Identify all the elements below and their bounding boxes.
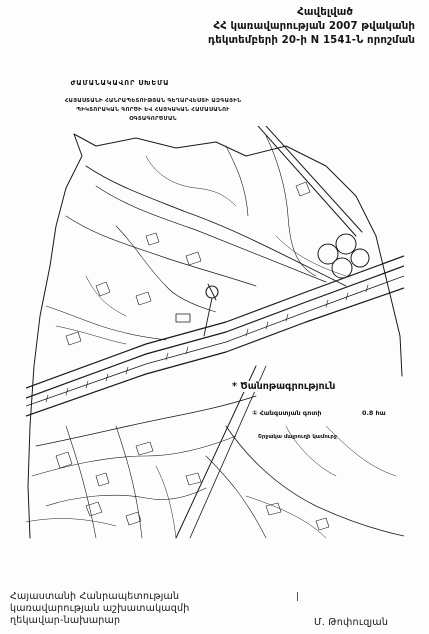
scheme-description-line: ՊԻԿՏՈՐԱԿԱՆ ԳՈՐԾԻ ԵՎ ՀԱՅԿԱԿԱՆ ՀԱՄԱՍԱՆՈՒ <box>76 107 230 113</box>
signatory-name: Մ. Թոփուզյան <box>314 617 389 628</box>
legend-heading <box>230 381 337 392</box>
map-street <box>66 216 256 286</box>
map-street <box>66 426 96 538</box>
legend-item-label: ① Հանգստյան գոտի <box>252 409 322 417</box>
signature-mark: | <box>296 592 300 602</box>
scheme-description <box>24 97 282 124</box>
map-street <box>26 519 116 526</box>
map-street <box>156 466 176 538</box>
appendix-decree-line: ՀՀ կառավարության 2007 թվականի <box>213 21 415 32</box>
legend-item-value: 0.8 հա <box>362 409 386 417</box>
site-map-drawing <box>26 126 404 540</box>
legend-item-label: Շրջակա մայրուղի կամուրջ <box>258 434 337 440</box>
map-building <box>176 314 190 322</box>
map-highway <box>26 288 404 416</box>
map-street <box>246 496 326 538</box>
map-road <box>258 126 362 236</box>
map-street <box>116 426 142 538</box>
map-street <box>146 156 236 206</box>
scheme-description-line: ՕԳՏԱԳՈՐԾՄԱՆ <box>129 116 177 122</box>
map-street <box>32 436 236 476</box>
scheme-title: ԺԱՄԱՆԱԿԱՎՈՐ ՍԽԵՄԱ <box>70 79 170 87</box>
map-interchange <box>336 234 356 254</box>
map-interchange <box>351 249 369 267</box>
appendix-label: Հավելված <box>297 7 353 18</box>
appendix-header <box>155 6 415 48</box>
signatory-position-line: կառավարության աշխատակազմի <box>10 603 190 614</box>
map-highway <box>26 266 404 398</box>
appendix-decree-number: դեկտեմբերի 20-ի N 1541-Ն որոշման <box>207 35 415 46</box>
map-block <box>56 442 329 530</box>
map-highway <box>26 256 404 388</box>
signatory-position <box>10 591 189 627</box>
map-street <box>226 146 248 216</box>
scheme-description-line: ՀԱՅԱՍՏԱՆԻ ՀԱՆՐԱՊԵՏՈՒԹՅԱՆ ԳԵՂԱՐՎԵՍՏԻ ԱԶԳԱՅԻՆ <box>64 98 242 104</box>
map-block <box>66 182 310 345</box>
map-street <box>46 488 206 506</box>
site-map <box>26 126 404 540</box>
map-boundary <box>28 134 402 538</box>
map-street <box>206 456 266 538</box>
map-interchange <box>332 258 352 278</box>
signatory-position-line: Հայաստանի Հանրապետության <box>10 591 180 602</box>
map-street <box>36 396 256 446</box>
map-street <box>56 326 126 344</box>
map-street <box>46 306 166 340</box>
map-street <box>226 426 404 536</box>
map-street <box>96 186 326 282</box>
signatory-position-line: ղեկավար-նախարար <box>10 615 121 626</box>
legend-heading-text: Ծանոթագրություն <box>240 381 336 392</box>
asterisk-icon: * <box>232 381 241 392</box>
